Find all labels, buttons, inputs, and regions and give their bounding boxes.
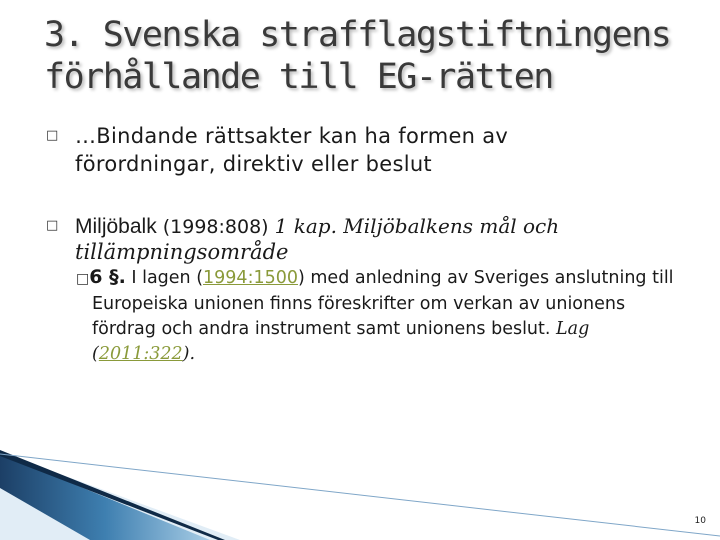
page-number: 10 — [694, 516, 706, 526]
title-line-1: 3. Svenska strafflagstiftningens — [44, 15, 671, 55]
bullet-box-icon: □ — [46, 128, 59, 143]
law-end: ). — [182, 344, 196, 364]
section-label: 6 §. — [89, 266, 126, 288]
slide-title — [44, 14, 684, 98]
law-link-1994-1500[interactable]: 1994:1500 — [203, 268, 298, 288]
sub-text-2: ) med anledning av Sveriges anslutning till Europeiska unionen finns föreskrifter om verkan av unionens fördrag och andra instrument samt unionens beslut. — [92, 268, 674, 339]
law-link-2011-322[interactable]: 2011:322 — [98, 344, 183, 364]
bullet-1-line-1: …Bindande rättsakter kan ha formen av — [75, 124, 509, 148]
bullet-2-italic-cont: tillämpningsområde — [75, 240, 289, 264]
bullet-box-icon: □ — [46, 218, 59, 233]
bullet-2-italic: 1 kap. Miljöbalkens mål och — [274, 214, 560, 238]
sub-bullet-paragraph — [76, 265, 676, 367]
sub-text-1: I lagen ( — [125, 268, 204, 288]
bullet-2-year: (1998:808) — [156, 216, 275, 238]
bullet-1-line-2: förordningar, direktiv eller beslut — [75, 152, 432, 176]
bullet-2-lead: Miljöbalk — [75, 215, 157, 238]
decorative-swoosh — [0, 440, 720, 540]
title-line-2: förhållande till EG-rätten — [44, 57, 553, 97]
law-label: Lag ( — [92, 319, 590, 364]
sub-bullet-box-icon: □ — [76, 271, 90, 287]
bullet-2 — [75, 212, 695, 241]
